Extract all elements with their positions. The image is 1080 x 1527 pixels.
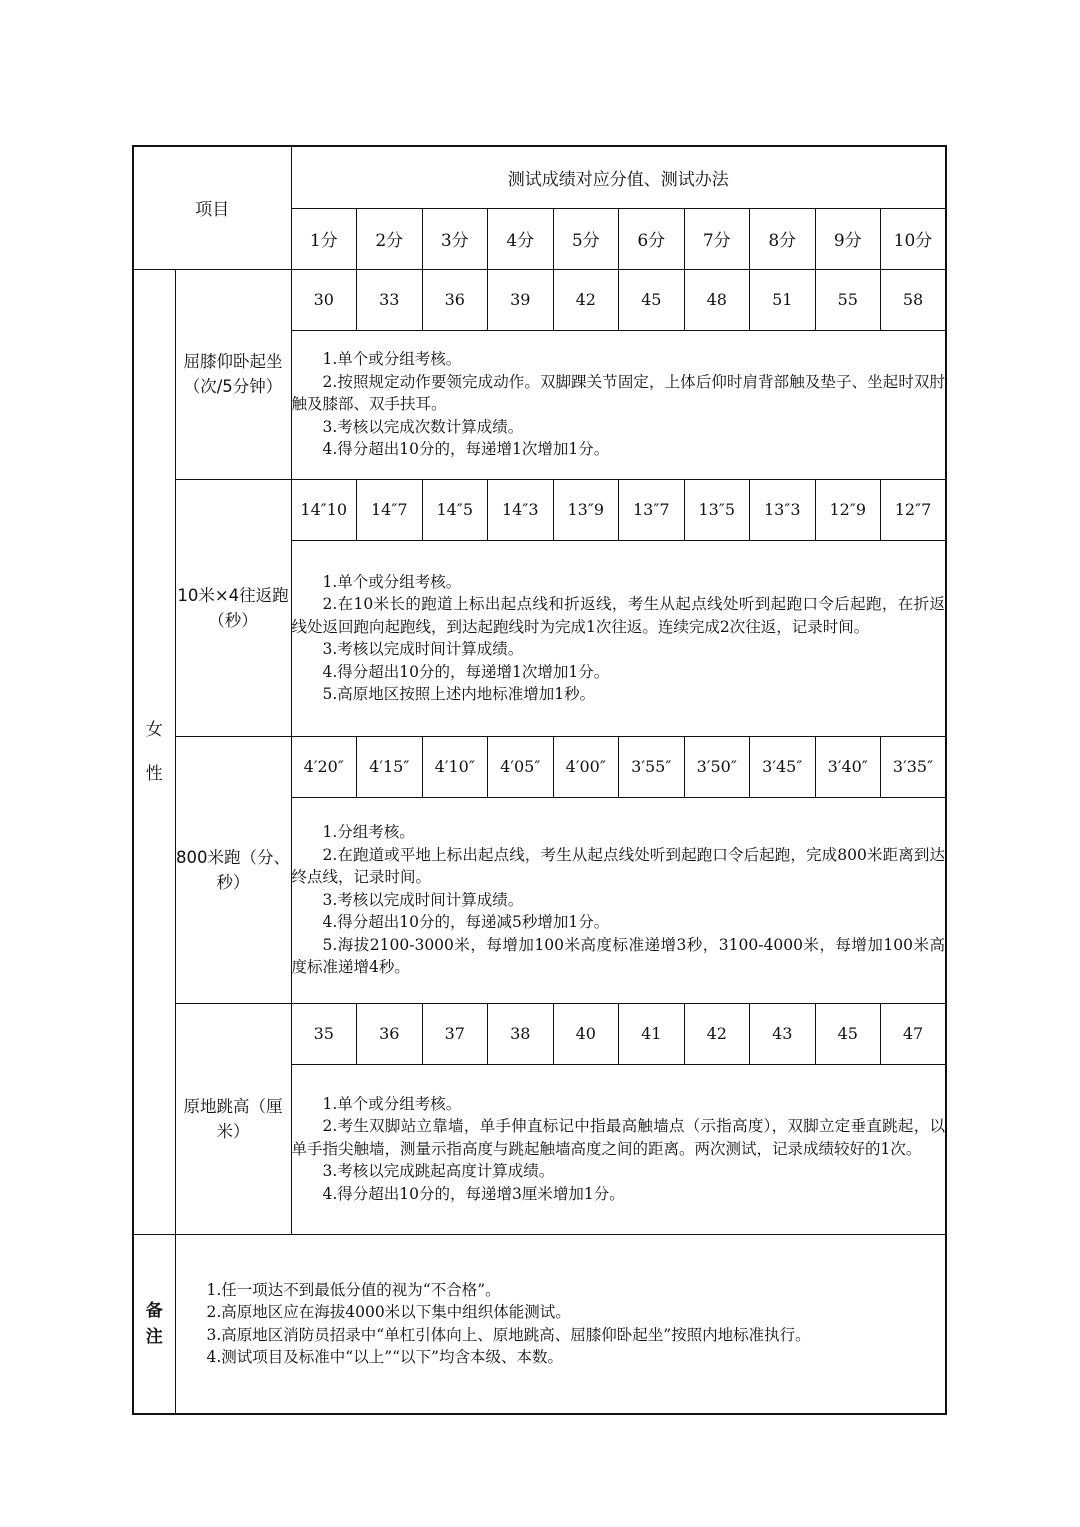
item-name: 10米×4往返跑（秒） xyxy=(175,479,291,736)
method-line: 3.考核以完成跳起高度计算成绩。 xyxy=(322,1162,555,1181)
table-row xyxy=(133,269,946,330)
score-value: 45 xyxy=(815,1003,881,1064)
score-value: 37 xyxy=(422,1003,488,1064)
score-value: 14″10 xyxy=(291,479,357,540)
test-method xyxy=(291,330,946,479)
score-value: 3′35″ xyxy=(881,736,947,797)
score-value: 30 xyxy=(291,269,357,330)
method-line: 1.单个或分组考核。 xyxy=(322,350,462,369)
score-header: 7分 xyxy=(684,208,750,269)
test-method xyxy=(291,797,946,1003)
score-value: 13″5 xyxy=(684,479,750,540)
gender-char: 性 xyxy=(145,763,163,784)
notes-label-char: 备 xyxy=(145,1300,163,1321)
score-value: 13″3 xyxy=(750,479,816,540)
item-header: 项目 xyxy=(133,146,291,269)
score-value: 41 xyxy=(619,1003,685,1064)
score-header: 9分 xyxy=(815,208,881,269)
gender-label xyxy=(133,269,175,1234)
score-header: 3分 xyxy=(422,208,488,269)
score-value: 42 xyxy=(553,269,619,330)
note-line: 2.高原地区应在海拔4000米以下集中组织体能测试。 xyxy=(206,1303,571,1322)
score-value: 4′10″ xyxy=(422,736,488,797)
score-value: 55 xyxy=(815,269,881,330)
note-line: 3.高原地区消防员招录中“单杠引体向上、原地跳高、屈膝仰卧起坐”按照内地标准执行。 xyxy=(206,1325,811,1344)
method-line: 5.海拔2100-3000米，每增加100米高度标准递增3秒，3100-4000米，每增加100米高度标准递增4秒。 xyxy=(291,935,945,977)
method-line: 5.高原地区按照上述内地标准增加1秒。 xyxy=(322,685,596,703)
score-value: 4′05″ xyxy=(488,736,554,797)
method-line: 4.得分超出10分的，每递增1次增加1分。 xyxy=(322,662,610,681)
method-line: 3.考核以完成时间计算成绩。 xyxy=(322,890,524,909)
score-value: 47 xyxy=(881,1003,947,1064)
score-value: 45 xyxy=(619,269,685,330)
notes-label xyxy=(133,1234,175,1414)
method-line: 2.在10米长的跑道上标出起点线和折返线，考生从起点线处听到起跑口令后起跑，在折返线处返回跑向起跑线，到达起跑线时为完成1次往返。连续完成2次往返，记录时间。 xyxy=(291,595,945,636)
note-line: 4.测试项目及标准中“以上”“以下”均含本级、本数。 xyxy=(206,1348,563,1367)
table-row xyxy=(133,479,946,540)
gender-char: 女 xyxy=(145,719,163,740)
score-value: 13″9 xyxy=(553,479,619,540)
item-name: 屈膝仰卧起坐（次/5分钟） xyxy=(175,269,291,479)
score-header: 6分 xyxy=(619,208,685,269)
method-title: 测试成绩对应分值、测试办法 xyxy=(291,146,946,208)
score-value: 36 xyxy=(357,1003,423,1064)
score-value: 42 xyxy=(684,1003,750,1064)
score-header: 8分 xyxy=(750,208,816,269)
score-header: 2分 xyxy=(357,208,423,269)
method-line: 1.单个或分组考核。 xyxy=(322,572,462,591)
score-value: 39 xyxy=(488,269,554,330)
score-value: 3′55″ xyxy=(619,736,685,797)
score-value: 3′50″ xyxy=(684,736,750,797)
method-line: 4.得分超出10分的，每递增1次增加1分。 xyxy=(322,440,610,459)
test-method xyxy=(291,1064,946,1234)
method-line: 2.按照规定动作要领完成动作。双脚踝关节固定，上体后仰时肩背部触及垫子、坐起时双肘触及膝部、双手扶耳。 xyxy=(291,372,945,414)
score-header: 4分 xyxy=(488,208,554,269)
method-line: 1.分组考核。 xyxy=(322,823,415,842)
score-value: 48 xyxy=(684,269,750,330)
score-value: 3′40″ xyxy=(815,736,881,797)
method-line: 4.得分超出10分的，每递减5秒增加1分。 xyxy=(322,913,610,932)
score-header: 5分 xyxy=(553,208,619,269)
score-value: 4′00″ xyxy=(553,736,619,797)
score-header: 10分 xyxy=(881,208,947,269)
score-value: 33 xyxy=(357,269,423,330)
method-line: 3.考核以完成次数计算成绩。 xyxy=(322,417,524,436)
fitness-standard-table xyxy=(132,145,947,1415)
score-value: 14″3 xyxy=(488,479,554,540)
notes-content xyxy=(175,1234,946,1414)
notes-row xyxy=(133,1234,946,1414)
score-value: 36 xyxy=(422,269,488,330)
score-value: 51 xyxy=(750,269,816,330)
score-value: 3′45″ xyxy=(750,736,816,797)
score-value: 4′15″ xyxy=(357,736,423,797)
item-name: 原地跳高（厘米） xyxy=(175,1003,291,1234)
score-value: 43 xyxy=(750,1003,816,1064)
score-header: 1分 xyxy=(291,208,357,269)
score-value: 35 xyxy=(291,1003,357,1064)
score-value: 13″7 xyxy=(619,479,685,540)
score-value: 4′20″ xyxy=(291,736,357,797)
method-line: 4.得分超出10分的，每递增3厘米增加1分。 xyxy=(322,1184,625,1203)
score-value: 12″7 xyxy=(881,479,947,540)
score-value: 12″9 xyxy=(815,479,881,540)
note-line: 1.任一项达不到最低分值的视为“不合格”。 xyxy=(206,1280,501,1299)
score-value: 14″7 xyxy=(357,479,423,540)
item-name: 800米跑（分、秒） xyxy=(175,736,291,1003)
score-value: 58 xyxy=(881,269,947,330)
method-line: 1.单个或分组考核。 xyxy=(322,1094,462,1113)
score-value: 14″5 xyxy=(422,479,488,540)
notes-label-char: 注 xyxy=(145,1326,163,1347)
table-row xyxy=(133,736,946,797)
table-row xyxy=(133,1003,946,1064)
method-line: 2.考生双脚站立靠墙，单手伸直标记中指最高触墙点（示指高度），双脚立定垂直跳起，以单手指尖触墙，测量示指高度与跳起触墙高度之间的距离。两次测试，记录成绩较好的1次。 xyxy=(291,1117,945,1158)
score-value: 38 xyxy=(488,1003,554,1064)
score-value: 40 xyxy=(553,1003,619,1064)
test-method xyxy=(291,540,946,736)
method-line: 3.考核以完成时间计算成绩。 xyxy=(322,640,524,658)
method-line: 2.在跑道或平地上标出起点线，考生从起点线处听到起跑口令后起跑，完成800米距离到达终点线，记录时间。 xyxy=(291,845,945,887)
